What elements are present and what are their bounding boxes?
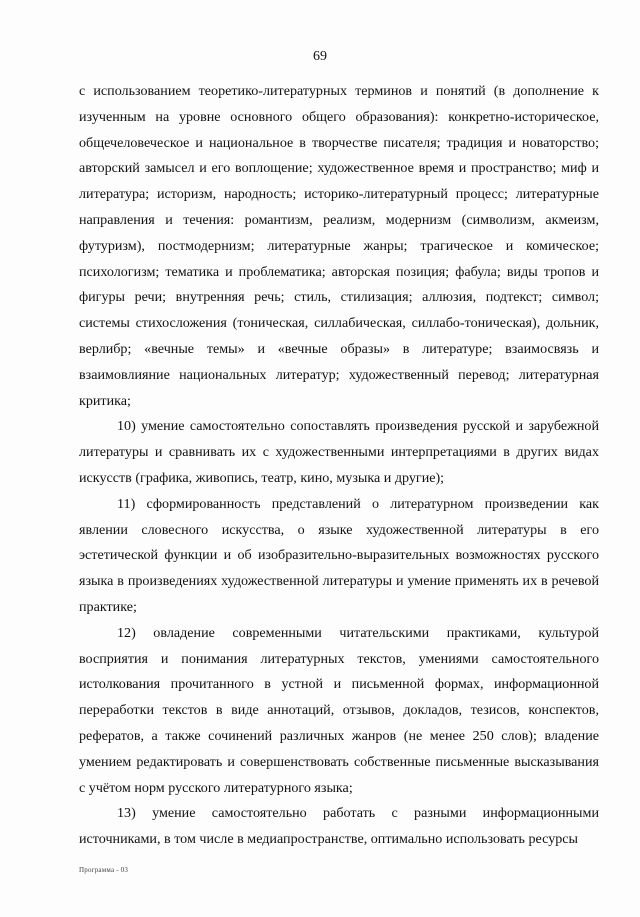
page-footer: Программа - 03	[79, 866, 129, 874]
paragraph-item-10: 10) умение самостоятельно сопоставлять произведения русской и зарубежной литературы и сравнивать их с художественными интерпретациями в других видах искусств (графика, живопись, театр, кино, музыка и другие);	[79, 418, 599, 486]
page-number: 69	[313, 49, 327, 64]
paragraph-item-11: 11) сформированность представлений о литературном произведении как явлении словесного искусства, о языке художественной литературы в его эстетической функции и об изобразительно-выразительных возможностях русского языка в произведениях художественной литературы и умение применять их в речевой практике;	[79, 495, 599, 615]
paragraph-terms-continuation: с использованием теоретико-литературных терминов и понятий (в дополнение к изученным на уровне основного общего образования): конкретно-историческое, общечеловеческое и национальное в творчестве писателя; традиция и новаторство; авторский замысел и его воплощение; художественное время и пространство; миф и литература; историзм, народность; историко-литературный процесс; литературные направления и течения: романтизм, реализм, модернизм (символизм, акмеизм, футуризм), постмодернизм; литературные жанры; трагическое и комическое; психологизм; тематика и проблематика; авторская позиция; фабула; виды тропов и фигуры речи; внутренняя речь; стиль, стилизация; аллюзия, подтекст; символ; системы стихосложения (тоническая, силлабическая, силлабо-тоническая), дольник, верлибр; «вечные темы» и «вечные образы» в литературе; взаимосвязь и взаимовлияние национальных литератур; художественный перевод; литературная критика;	[79, 83, 599, 409]
paragraph-item-12: 12) овладение современными читательскими практиками, культурой восприятия и понимания литературных текстов, умениями самостоятельного истолкования прочитанного в устной и письменной формах, информационной переработки текстов в виде аннотаций, отзывов, докладов, тезисов, конспектов, рефератов, а также сочинений различных жанров (не менее 250 слов); владение умением редактировать и совершенствовать собственные письменные высказывания с учётом норм русского литературного языка;	[79, 624, 599, 796]
body-text	[79, 79, 599, 853]
paragraph-item-13: 13) умение самостоятельно работать с разными информационными источниками, в том числе в медиапространстве, оптимально использовать ресурсы	[79, 805, 599, 848]
